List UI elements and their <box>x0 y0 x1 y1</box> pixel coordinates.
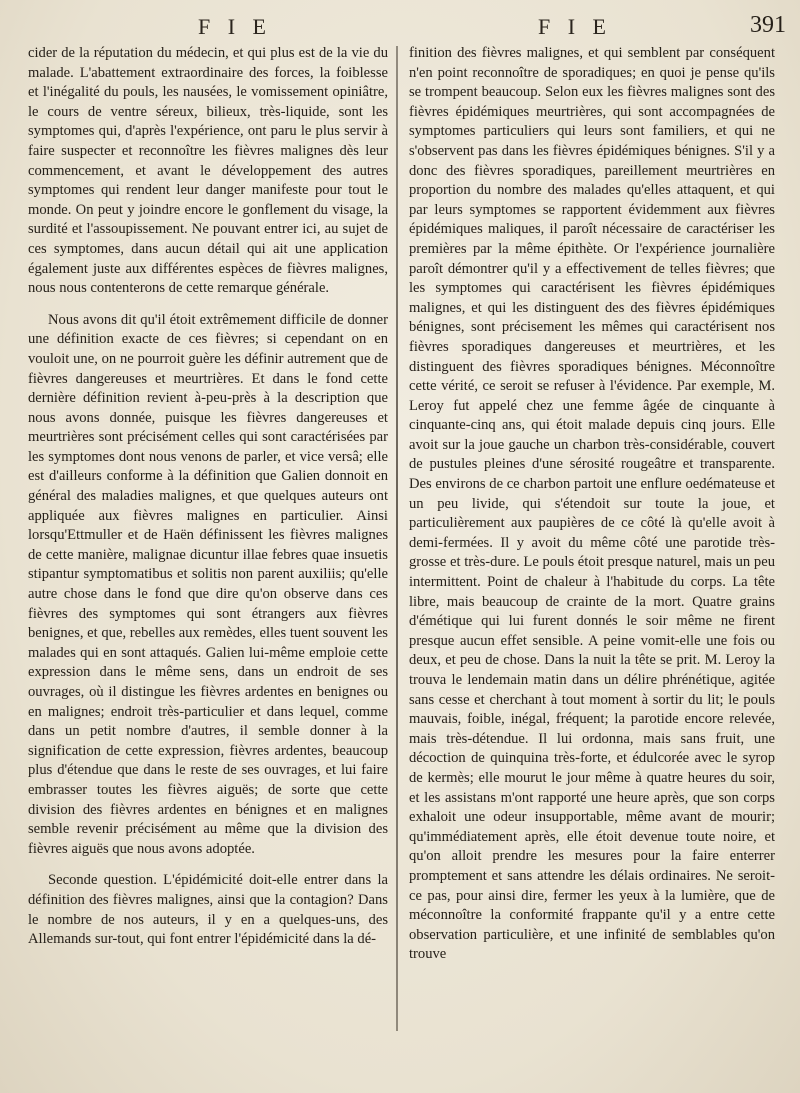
running-head-right: F I E <box>538 14 612 39</box>
left-paragraph-3: Seconde question. L'épidémicité doit-elle entrer dans la définition des fièvres malignes, ainsi que la contagion? Dans le nombre de nos auteurs, il y en a quelques-uns, des Allemands sur-tout, qui font entrer l'épidémicité dans la dé- <box>28 872 388 948</box>
page-number: 391 <box>750 12 786 38</box>
left-column <box>28 44 388 950</box>
running-head-left: F I E <box>198 14 272 39</box>
column-divider <box>396 46 398 1031</box>
left-paragraph-1: cider de la réputation du médecin, et qui plus est de la vie du malade. L'abattement extraordinaire des forces, la foiblesse et l'inégalité du pouls, les nausées, le vomissement opiniâtre, le cours de ventre séreux, bilieux, très-liquide, sont les symptomes qui, d'après l'expérience, ont paru le plus servir à faire suspecter et reconnoître les fièvres malignes dès leur commencement, et avant le développement des autres symptomes qui rendent leur danger manifeste pour tout le monde. On peut y joindre encore le gonflement du visage, la surdité et l'assoupissement. Ne pouvant entrer ici, au sujet de ces symptomes, dans aucun détail qui ait une application également juste aux différentes espèces de fièvres malignes, nous nous contenterons de cette remarque générale. <box>28 45 388 297</box>
right-column <box>409 44 775 965</box>
right-paragraph-1: finition des fièvres malignes, et qui semblent par conséquent n'en point reconnoître de sporadiques; en quoi je pense qu'ils se trompent beaucoup. Selon eux les fièvres malignes sont des fièvres épidémiques meurtrières, qui sont accompagnées de symptomes particuliers qui leurs sont familiers, et qui ne s'observent pas dans les fièvres épidémiques bénignes. S'il y a donc des fièvres sporadiques, pareillement meurtrières en proportion du nombre des malades qu'elles attaquent, et qui par leurs symptomes se rapportent évidemment aux fièvres épidémiques maliques, il paroît nécessaire de caractériser les premières par la même épithète. Or l'expérience journalière paroît démontrer qu'il y a effectivement de telles fièvres; que les symptomes qui caractérisent les fièvres épidémiques malignes, et qui les distinguent des des fièvres épidémiques bénignes, sont précisement les mêmes qui caractérisent nos fièvres sporadiques dangereuses et meurtrières, et les distinguent des fièvres sporadiques bénignes. Méconnoître cette vérité, ce seroit se refuser à l'évidence. Par exemple, M. Leroy fut appelé chez une femme âgée de cinquante à cinquante-cinq ans, qui étoit malade depuis cinq jours. Elle avoit sur la joue gauche un charbon très-considérable, couvert de pustules pleines d'une sérosité rougeâtre et transparente. Des environs de ce charbon partoit une enflure oedémateuse et un peu livide, qui s'étendoit sur toute la joue, et particulièrement aux paupières de ce côté là qu'elle avoit à demi-fermées. Il y avoit du même côté une parotide très-grosse et très-dure. Le pouls étoit presque naturel, mais un peu intermittent. Point de chaleur à l'habitude du corps. La tête libre, mais beaucoup de crainte de la mort. Quatre grains d'émétique qui lui furent donnés le soir même ne firent presque aucun effet sensible. A peine vomit-elle une fois ou deux, et peu de chose. Dans la nuit la tête se prit. M. Leroy la trouva le lendemain matin dans un délire phrénétique, agitée sans cesse et cherchant à tout moment à sortir du lit; le pouls mauvais, foible, inégal, fréquent; la parotide encore relevée, mais très-détendue. Il lui ordonna, mais sans fruit, une décoction de quinquina très-forte, et édulcorée avec le syrop de kermès; elle mourut le jour même à quatre heures du soir, et les assistans m'ont rapporté une heure après, que son corps exhaloit une odeur insupportable, même avant de mourir; qu'immédiatement après, elle étoit devenue toute noire, et qu'on alloit prendre les mesures pour la faire enterrer promptement et sans attendre les délais ordinaires. Ne seroit-ce pas, pour ainsi dire, fermer les yeux à la lumière, que de méconnoître la conformité frappante qu'il y a entre cette observation particulière, et une infinité de semblables qu'on trouve <box>409 45 775 963</box>
left-paragraph-2: Nous avons dit qu'il étoit extrêmement difficile de donner une définition exacte de ces fièvres; si cependant on en vouloit une, on ne pourroit guère les définir autrement que de fièvres dangereuses et meurtrières. Et dans le fond cette dernière définition revient à-peu-près à la description que nous avons donnée, puisque les fièvres dangereuses et meurtrières sont précisément celles qui sont caractérisées par les symptomes dont nous venons de parler, et vice versâ; elle est d'ailleurs conforme à la définition que Galien donnoit en général des maladies malignes, et que quelques auteurs ont appliquée aux fièvres malignes en particulier. Ainsi lorsqu'Ettmuller et de Haën définissent les fièvres malignes de cette manière, malignae dicuntur illae febres quae insuetis stipantur symptomatibus et solitis non parent auxiliis; qu'elle autre chose dans le fond que dire qu'on observe dans ces fièvres des symptomes qui sont étrangers aux fièvres benignes, et que, rebelles aux remèdes, elles tuent souvent les malades qui en sont attaqués. Galien lui-même emploie cette expression dans le même sens, dans un endroit de ses ouvrages, où il distingue les fièvres ardentes en benignes ou en malignes; endroit très-particulier et dans lequel, comme dans un petit nombre d'autres, il semble donner à la signification de cette expression, fièvres ardentes, beaucoup plus d'étendue que dans le reste de ses ouvrages, et lui faire embrasser toutes les fièvres aiguës; de sorte que cette division des fièvres ardentes en bénignes et en malignes semble revenir précisément au même que la division des fièvres aiguës que nous avons adoptée. <box>28 311 388 857</box>
